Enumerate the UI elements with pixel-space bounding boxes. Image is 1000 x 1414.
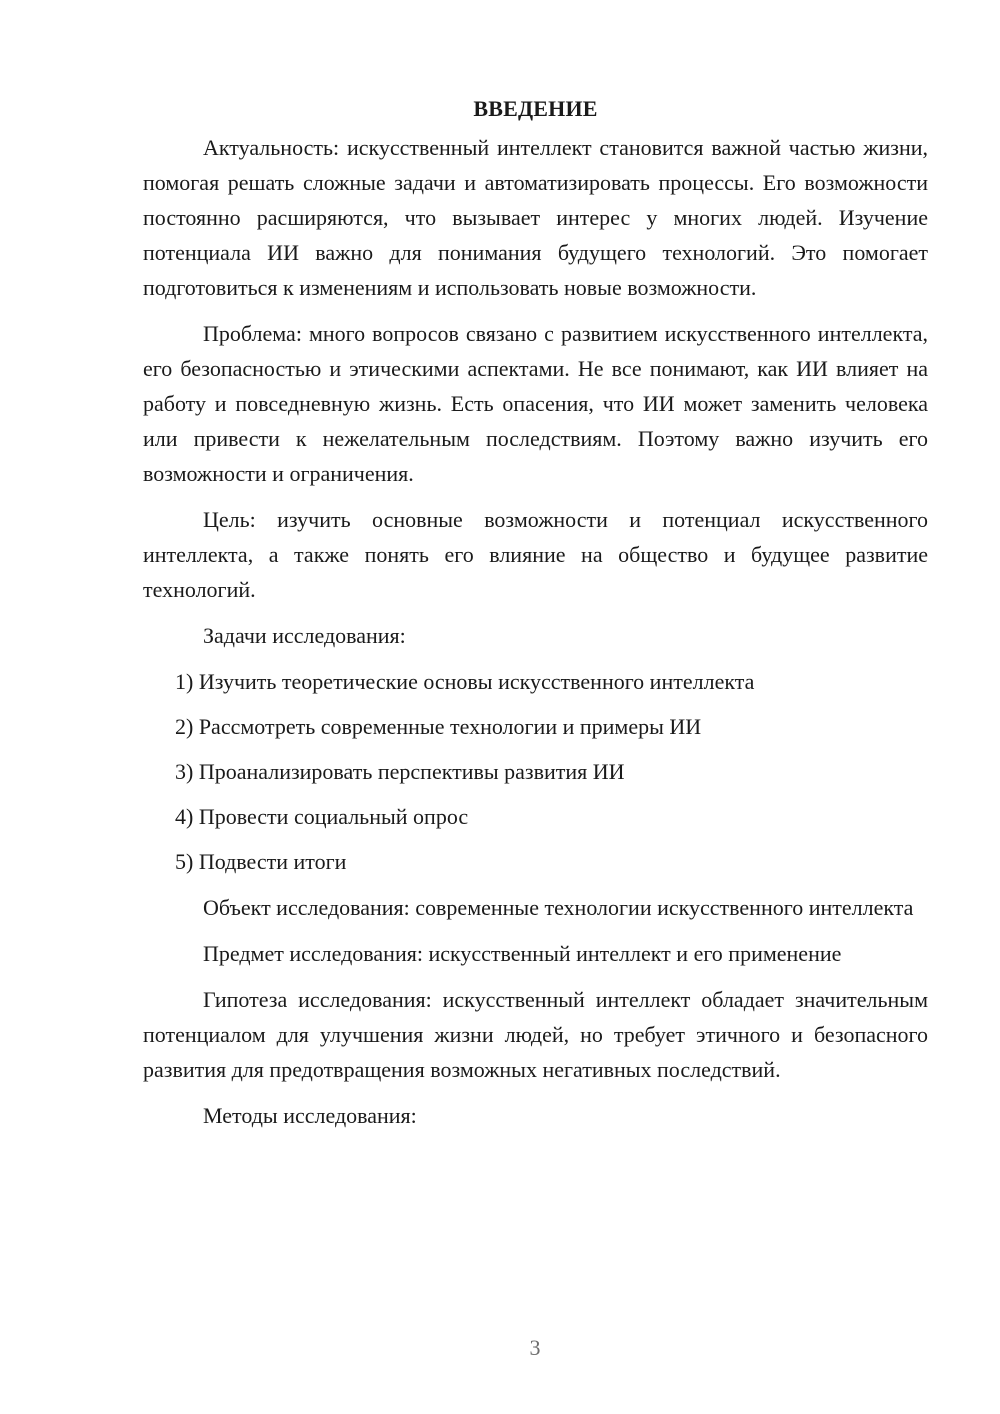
list-item: 1) Изучить теоретические основы искусственного интеллекта — [175, 669, 755, 694]
goal-paragraph: Цель: изучить основные возможности и потенциал искусственного интеллекта, а также понять его влияние на общество и будущее развитие технологий. — [143, 507, 928, 602]
page-content — [143, 91, 928, 1144]
subject-paragraph: Предмет исследования: искусственный интеллект и его применение — [203, 941, 842, 966]
problem-paragraph: Проблема: много вопросов связано с развитием искусственного интеллекта, его безопасностью и этическими аспектами. Не все понимают, как ИИ влияет на работу и повседневную жизнь. Есть опасения, что ИИ может заменить человека или привести к нежелательным последствиям. Поэтому важно изучить его возможности и ограничения. — [143, 321, 928, 486]
relevance-paragraph: Актуальность: искусственный интеллект становится важной частью жизни, помогая решать сложные задачи и автоматизировать процессы. Его возможности постоянно расширяются, что вызывает интерес у многих людей. Изучение потенциала ИИ важно для понимания будущего технологий. Это помогает подготовиться к изменениям и использовать новые возможности. — [143, 135, 928, 300]
object-paragraph: Объект исследования: современные технологии искусственного интеллекта — [203, 895, 914, 920]
section-heading: ВВЕДЕНИЕ — [473, 96, 598, 121]
list-item: 2) Рассмотреть современные технологии и примеры ИИ — [175, 714, 702, 739]
hypothesis-paragraph: Гипотеза исследования: искусственный интеллект обладает значительным потенциалом для улучшения жизни людей, но требует этичного и безопасного развития для предотвращения возможных негативных последствий. — [143, 987, 928, 1082]
page-number: 3 — [529, 1335, 541, 1360]
list-item: 3) Проанализировать перспективы развития ИИ — [175, 759, 625, 784]
list-item: 4) Провести социальный опрос — [175, 804, 469, 829]
list-item: 5) Подвести итоги — [175, 849, 347, 874]
methods-label: Методы исследования: — [203, 1103, 417, 1128]
tasks-list — [143, 664, 928, 879]
tasks-label: Задачи исследования: — [203, 623, 406, 648]
